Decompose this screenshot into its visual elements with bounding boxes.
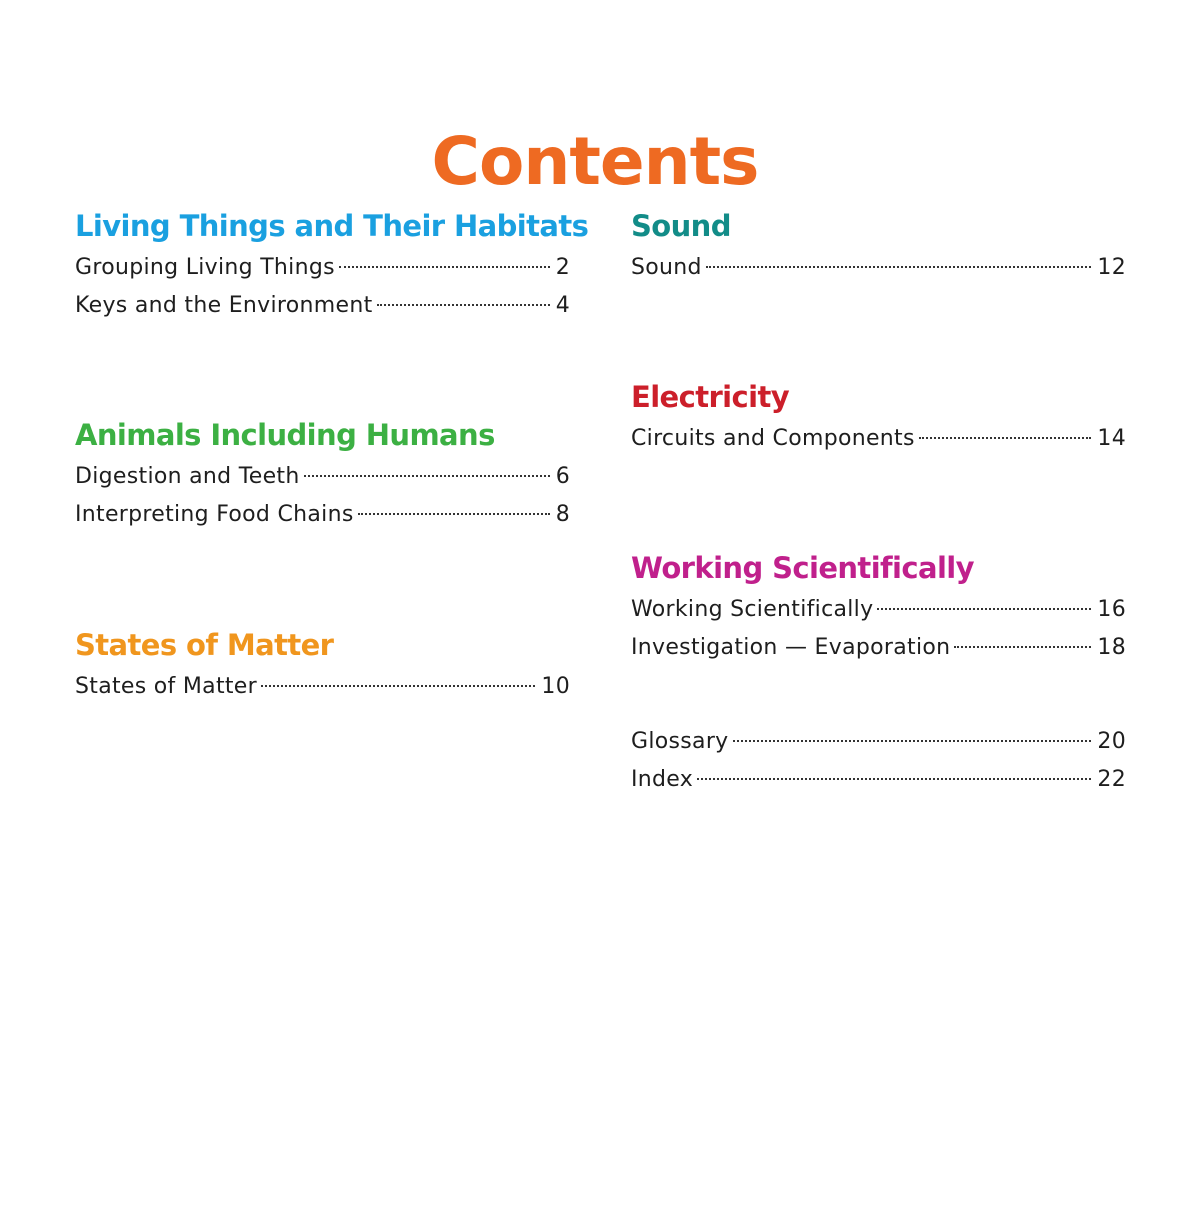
toc-entry-page: 16 bbox=[1097, 597, 1126, 622]
toc-entry-page: 18 bbox=[1097, 635, 1126, 660]
toc-entry-page: 20 bbox=[1097, 729, 1126, 754]
section-working-scientifically bbox=[631, 548, 1126, 667]
section-states-of-matter bbox=[75, 625, 570, 706]
section-electricity bbox=[631, 377, 1126, 458]
toc-entry-states-of-matter[interactable] bbox=[75, 668, 570, 706]
section-heading-working-scientifically: Working Scientifically bbox=[631, 551, 974, 585]
toc-entry-label: Sound bbox=[631, 255, 702, 280]
dot-leader bbox=[358, 513, 550, 515]
dot-leader bbox=[339, 266, 550, 268]
section-back-matter bbox=[631, 723, 1126, 799]
toc-entry-investigation-evaporation[interactable] bbox=[631, 629, 1126, 667]
toc-entry-circuits-and-components[interactable] bbox=[631, 420, 1126, 458]
section-sound bbox=[631, 206, 1126, 287]
toc-entry-label: Investigation — Evaporation bbox=[631, 635, 951, 660]
toc-entry-page: 8 bbox=[555, 502, 570, 527]
section-heading-animals: Animals Including Humans bbox=[75, 418, 495, 452]
toc-entry-label: Index bbox=[631, 767, 694, 792]
toc-entry-page: 10 bbox=[541, 674, 570, 699]
section-heading-electricity: Electricity bbox=[631, 380, 790, 414]
toc-entry-label: Keys and the Environment bbox=[75, 293, 373, 318]
toc-entry-page: 22 bbox=[1097, 767, 1126, 792]
section-animals bbox=[75, 415, 570, 534]
toc-entry-sound[interactable] bbox=[631, 249, 1126, 287]
toc-entry-working-scientifically[interactable] bbox=[631, 591, 1126, 629]
toc-entry-label: Circuits and Components bbox=[631, 426, 915, 451]
toc-entry-index[interactable] bbox=[631, 761, 1126, 799]
dot-leader bbox=[377, 304, 550, 306]
toc-entry-label: Working Scientifically bbox=[631, 597, 874, 622]
dot-leader bbox=[954, 646, 1091, 648]
toc-entry-glossary[interactable] bbox=[631, 723, 1126, 761]
section-heading-states-of-matter: States of Matter bbox=[75, 628, 334, 662]
toc-entry-label: States of Matter bbox=[75, 674, 257, 699]
section-heading-sound: Sound bbox=[631, 209, 731, 243]
dot-leader bbox=[261, 685, 535, 687]
dot-leader bbox=[919, 437, 1092, 439]
section-heading-living-things: Living Things and Their Habitats bbox=[75, 209, 589, 243]
dot-leader bbox=[697, 778, 1091, 780]
section-living-things bbox=[75, 206, 589, 325]
toc-entry-page: 4 bbox=[555, 293, 570, 318]
toc-entry-digestion-and-teeth[interactable] bbox=[75, 458, 570, 496]
toc-entry-keys-and-environment[interactable] bbox=[75, 287, 570, 325]
toc-entry-label: Glossary bbox=[631, 729, 729, 754]
dot-leader bbox=[877, 608, 1091, 610]
toc-entry-page: 12 bbox=[1097, 255, 1126, 280]
toc-entry-page: 6 bbox=[555, 464, 570, 489]
dot-leader bbox=[733, 740, 1092, 742]
toc-entry-label: Digestion and Teeth bbox=[75, 464, 300, 489]
toc-entry-label: Grouping Living Things bbox=[75, 255, 335, 280]
toc-entry-page: 2 bbox=[555, 255, 570, 280]
toc-entry-label: Interpreting Food Chains bbox=[75, 502, 354, 527]
page-title: Contents bbox=[431, 123, 759, 201]
dot-leader bbox=[706, 266, 1092, 268]
toc-entry-interpreting-food-chains[interactable] bbox=[75, 496, 570, 534]
toc-entry-grouping-living-things[interactable] bbox=[75, 249, 570, 287]
toc-entry-page: 14 bbox=[1097, 426, 1126, 451]
dot-leader bbox=[304, 475, 550, 477]
